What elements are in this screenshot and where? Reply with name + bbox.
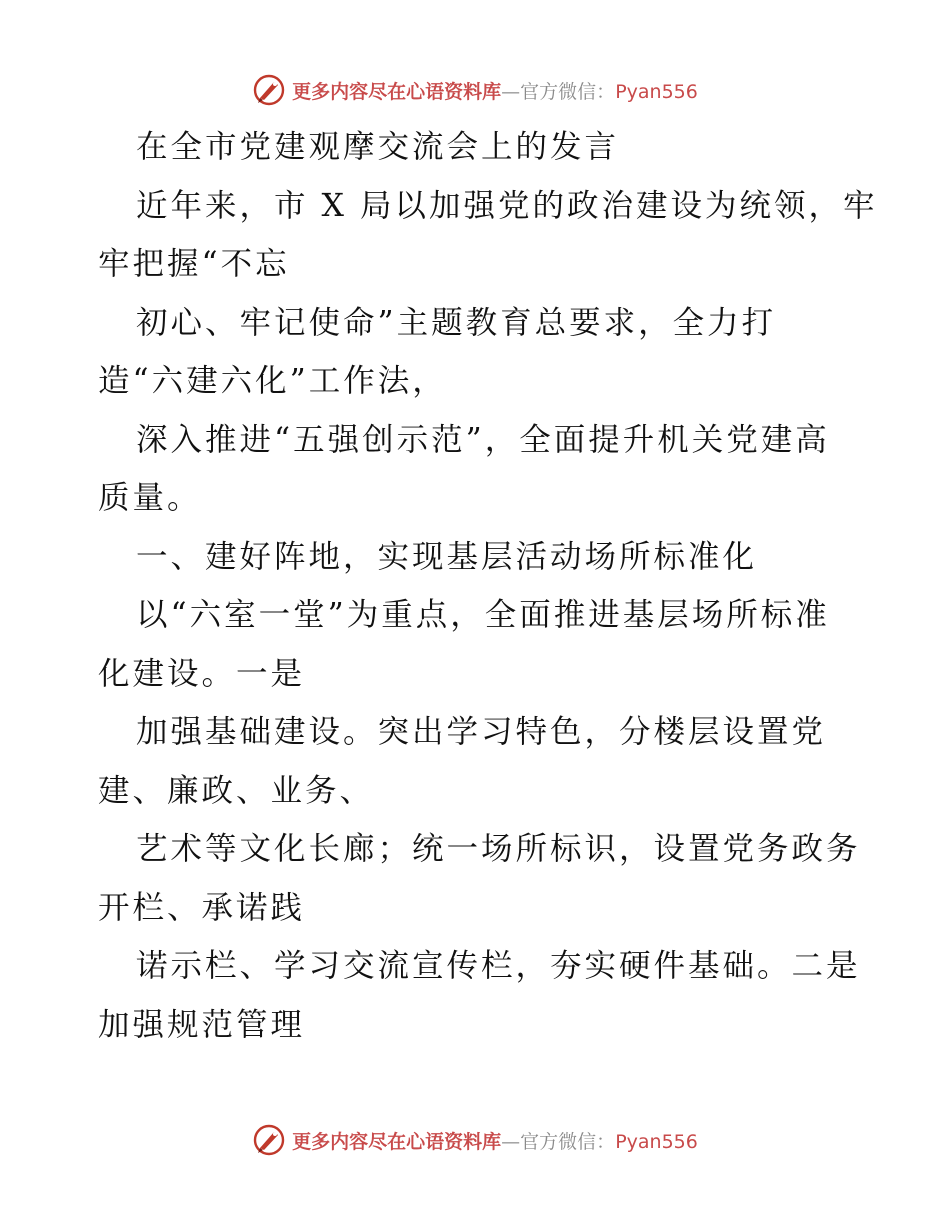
- text-line: 质量。: [98, 480, 202, 516]
- watermark-wechat-id: Pyan556: [615, 80, 698, 103]
- pen-logo-icon: [252, 73, 286, 107]
- section-heading: 一、建好阵地，实现基层活动场所标准化: [136, 538, 758, 575]
- watermark-header: [0, 70, 950, 110]
- watermark-footer: [0, 1120, 950, 1160]
- watermark-wechat-id: Pyan556: [615, 1130, 698, 1153]
- pen-logo-icon: [252, 1123, 286, 1157]
- text-line: 诺示栏、学习交流宣传栏，夯实硬件基础。二是: [136, 948, 861, 984]
- text-line: 加强规范管理: [98, 1006, 306, 1043]
- text-line: 深入推进“五强创示范”，全面提升机关党建高: [136, 421, 830, 458]
- text-line: 建、廉政、业务、: [98, 772, 375, 809]
- text-line: 艺术等文化长廊；统一场所标识，设置党务政务: [136, 831, 861, 867]
- text-line: 初心、牢记使命”主题教育总要求，全力打: [136, 304, 777, 341]
- watermark-brand: 更多内容尽在心语资料库: [292, 80, 502, 103]
- text-line: 近年来，市 X 局以加强党的政治建设为统领，牢: [136, 187, 878, 224]
- text-line: 以“六室一堂”为重点，全面推进基层场所标准: [136, 597, 830, 633]
- watermark-text: [292, 77, 698, 104]
- document-title: 在全市党建观摩交流会上的发言: [136, 129, 620, 165]
- watermark-label: 官方微信：: [520, 1130, 616, 1153]
- watermark-text: [292, 1127, 698, 1154]
- watermark-separator: —: [501, 1130, 521, 1153]
- text-line: 化建设。一是: [98, 655, 306, 692]
- watermark-label: 官方微信：: [520, 80, 616, 103]
- text-line: 造“六建六化”工作法，: [98, 363, 447, 399]
- watermark-separator: —: [501, 80, 521, 103]
- watermark-brand: 更多内容尽在心语资料库: [292, 1130, 502, 1153]
- text-line: 开栏、承诺践: [98, 889, 306, 926]
- text-line: 加强基础建设。突出学习特色，分楼层设置党: [136, 714, 827, 750]
- document-body: [98, 118, 878, 1054]
- text-line: 牢把握“不忘: [98, 246, 290, 282]
